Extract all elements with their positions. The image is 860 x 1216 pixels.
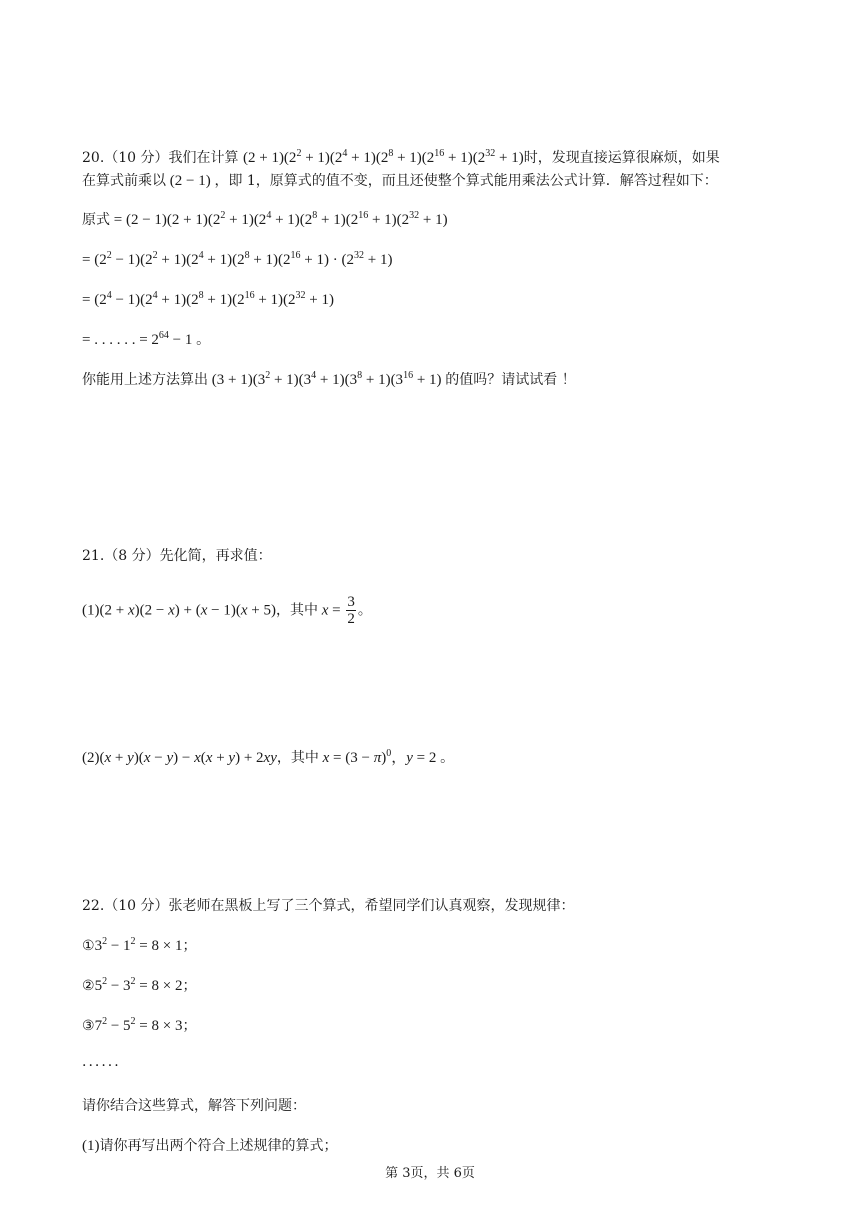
q20-factor: (2 − 1) xyxy=(166,173,215,189)
q22-item-end: ； xyxy=(182,1018,197,1034)
q21-part-1: (1)(2 + x)(2 − x) + (x − 1)(x + 5)，其中 x = $\frac{3}{2}$ 。 xyxy=(82,594,372,627)
q21-p1-fraction xyxy=(346,594,356,627)
q22-ellipsis: ······ xyxy=(82,1058,121,1074)
q22-item-2: $②5^2 - 3^2 = 8 \times 2$； xyxy=(82,976,197,994)
q21-title-text: 先化简，再求值： xyxy=(159,548,272,564)
q22-item-end: ； xyxy=(182,978,197,994)
q20-score: （10 分） xyxy=(104,150,169,166)
circled-number-3: ③ xyxy=(82,1018,95,1034)
q21-p2-cond: ，其中 xyxy=(276,750,319,766)
q20-ask-text: 你能用上述方法算出 xyxy=(82,372,208,388)
q21-score: （8 分） xyxy=(104,548,160,564)
q22-prompt: 请你结合这些算式，解答下列问题： xyxy=(82,1098,306,1114)
q20-step-2: = $(2^4 - 1)(2^4 + 1)(2^8 + 1)(2^{16} + 1)(2^{32} + 1)$ xyxy=(82,290,334,308)
circled-number-2: ② xyxy=(82,978,95,994)
q21-p1-end: 。 xyxy=(357,602,372,619)
q21-p1-cond: ，其中 xyxy=(275,602,318,619)
q20-line2-text: 在算式前乘以 xyxy=(82,173,166,189)
q21-p2-end: 。 xyxy=(440,750,455,766)
q22-item-1: $①3^2 - 1^2 = 8 \times 1$； xyxy=(82,936,197,954)
q22-intro xyxy=(82,896,575,916)
q20-number: 20. xyxy=(82,150,105,166)
q22-item-3: $③7^2 - 5^2 = 8 \times 3$； xyxy=(82,1016,197,1034)
q20-ask-expression: $(3 + 1)(3^2 + 1)(3^4 + 1)(3^8 + 1)(3^{16} + 1)$ xyxy=(208,370,446,388)
q21-p2-label: (2) xyxy=(82,750,100,766)
q22-sub1-label: (1) xyxy=(82,1138,100,1154)
q20-step-end: 。 xyxy=(196,332,211,348)
q21-p1-label: (1) xyxy=(82,602,100,619)
q22-sub-1 xyxy=(82,1136,338,1156)
q20-step-3: = . . . . . . = $2^{64} - 1$ 。 xyxy=(82,330,211,348)
q20-ask-text-2: 的值吗？请试试看 ！ xyxy=(445,372,576,388)
q20-intro-text-2: 时，发现直接运算很麻烦，如果 xyxy=(523,150,720,166)
q20-ask xyxy=(82,370,576,390)
q20-intro-text: 我们在计算 xyxy=(168,150,239,166)
fraction-numerator: 3 xyxy=(347,594,355,610)
q22-intro-text: 张老师在黑板上写了三个算式，希望同学们认真观察，发现规律： xyxy=(168,898,575,914)
q20-line2-text-2: ，即 1，原算式的值不变，而且还使整个算式能用乘法公式计算．解答过程如下： xyxy=(214,173,718,189)
q22-sub1-text: 请你再写出两个符合上述规律的算式； xyxy=(99,1138,338,1154)
q21-number: 21. xyxy=(82,548,105,564)
fraction-denominator: 2 xyxy=(347,611,355,627)
q20-step-label: 原式 xyxy=(82,212,110,228)
q20-step-0: 原式 = $(2 - 1)(2 + 1)(2^2 + 1)(2^4 + 1)(2^8 + 1)(2^{16} + 1)(2^{32} + 1)$ xyxy=(82,210,448,228)
q20-intro xyxy=(82,148,720,168)
q21-part-2: (2)(x + y)(x − y) − x(x + y) + 2xy，其中 $x = (3 - \pi)^0$，y = 2 。 xyxy=(82,748,455,766)
q21-title xyxy=(82,546,272,566)
page-footer: 第 3页，共 6页 xyxy=(385,1166,475,1181)
q22-item-end: ； xyxy=(182,938,197,954)
q20-step-1: = $(2^2 - 1)(2^2 + 1)(2^4 + 1)(2^8 + 1)(2^{16} + 1) \cdot (2^{32} + 1)$ xyxy=(82,250,393,268)
q22-score: （10 分） xyxy=(104,898,169,914)
q20-line2 xyxy=(82,171,718,191)
q22-number: 22. xyxy=(82,898,105,914)
q20-expression: $(2 + 1)(2^2 + 1)(2^4 + 1)(2^8 + 1)(2^{16} + 1)(2^{32} + 1)$ xyxy=(242,148,524,166)
circled-number-1: ① xyxy=(82,938,95,954)
